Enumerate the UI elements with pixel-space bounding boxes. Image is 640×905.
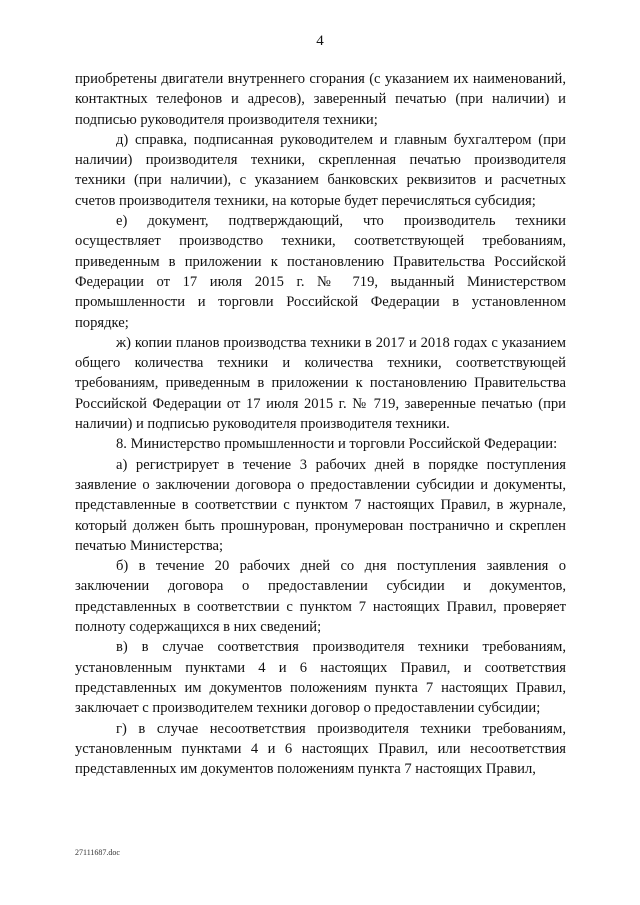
paragraph-section-8: 8. Министерство промышленности и торговли Российской Федерации: xyxy=(116,436,558,453)
file-name-footer: 27111687.doc xyxy=(75,848,120,857)
paragraph-item-v: в) в случае соответствия производителя техники требованиям, установленным пунктами 4 и 6 настоящих Правил, и соответствия представленных им документов положениям пункта 7 настоящих Правил, заключает с производителем техники договор о предоставлении субсидии; xyxy=(75,639,566,717)
paragraph-item-d: д) справка, подписанная руководителем и главным бухгалтером (при наличии) производителя техники, скрепленная печатью производителя техники (при наличии), с указанием банковских реквизитов и расчетных счетов производителя техники, на которые будет перечисляться субсидия; xyxy=(75,131,566,209)
paragraph-item-zh: ж) копии планов производства техники в 2017 и 2018 годах с указанием общего количества техники и количества техники, соответствующей требованиям, приведенным в приложении к постановлению Правительства Российской Федерации от 17 июля 2015 г. № 719, заверенные печатью (при наличии) и подписью руководителя производителя техники. xyxy=(75,334,566,433)
paragraph-item-g: г) в случае несоответствия производителя техники требованиям, установленным пунктами 4 и 6 настоящих Правил, или несоответствия представленных им документов положениям пункта 7 настоящих Правил, xyxy=(75,720,566,778)
paragraph-item-a: а) регистрирует в течение 3 рабочих дней в порядке поступления заявление о заключении договора о предоставлении субсидии и документы, представленные в соответствии с пунктом 7 настоящих Правил, в журнале, который должен быть прошнурован, пронумерован постранично и скреплен печатью Министерства; xyxy=(75,456,566,554)
paragraph-item-e: е) документ, подтверждающий, что производитель техники осуществляет производство техники, соответствующей требованиям, приведенным в приложении к постановлению Правительства Российской Федерации от 17 июля 2015 г. № 719, выданный Министерством промышленности и торговли Российской Федерации в установленном порядке; xyxy=(75,213,566,331)
document-body xyxy=(75,69,566,779)
paragraph-item-b: б) в течение 20 рабочих дней со дня поступления заявления о заключении договора о предоставлении субсидии и документов, представленных в соответствии с пунктом 7 настоящих Правил, проверяет полноту содержащихся в них сведений; xyxy=(75,558,566,636)
paragraph-continuation: приобретены двигатели внутреннего сгорания (с указанием их наименований, контактных телефонов и адресов), заверенный печатью (при наличии) и подписью руководителя производителя техники; xyxy=(75,71,566,128)
page-number: 4 xyxy=(316,33,324,49)
